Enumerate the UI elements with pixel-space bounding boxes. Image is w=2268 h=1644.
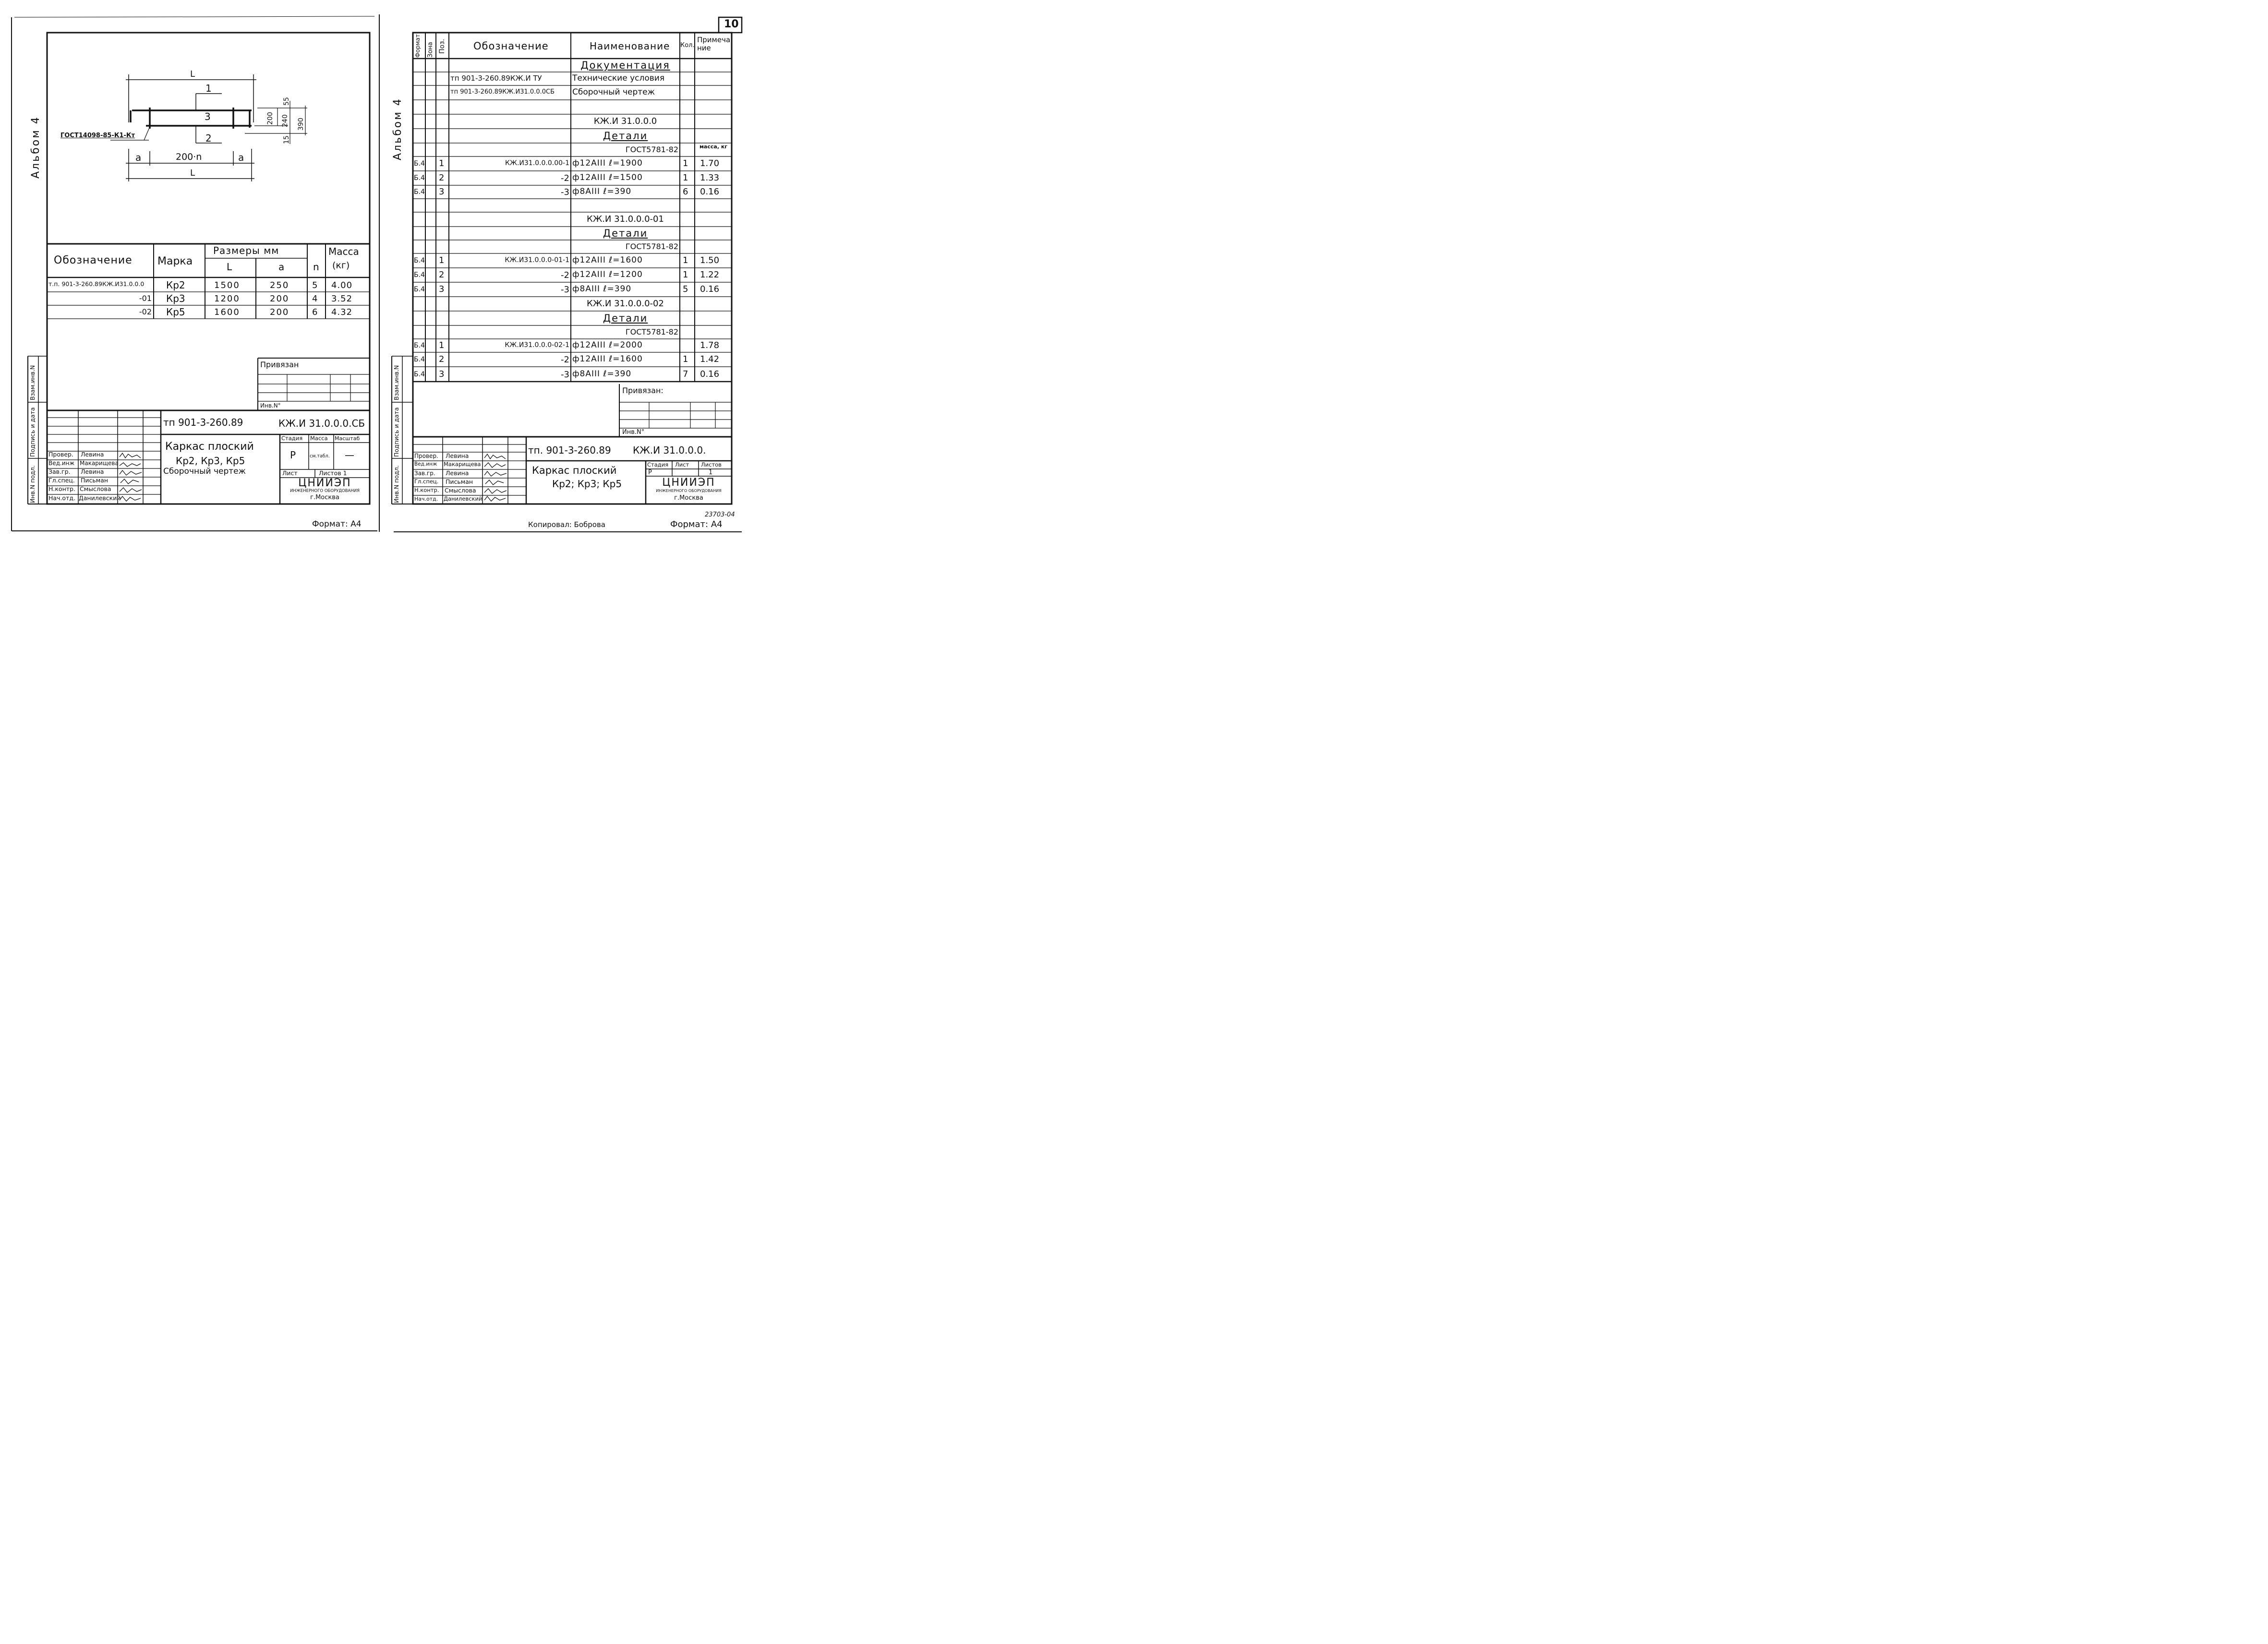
vdim-390: 390: [297, 118, 305, 131]
spec-row-name: ф12АIII ℓ=2000: [572, 340, 643, 350]
spec-row-quantity: 1: [683, 255, 688, 265]
table-row-mass: 4.32: [331, 307, 353, 317]
table-row-mark: Кр2: [166, 279, 185, 291]
staff-role: Н.контр.: [414, 487, 439, 493]
staff-name: Смыслова: [80, 485, 111, 492]
stage-header: Стадия: [281, 435, 303, 442]
spec-row-format: Б.4: [414, 286, 425, 293]
spec-row-designation: -2: [561, 355, 569, 365]
tied-inv: Инв.N°: [260, 402, 281, 409]
spec-row-position: 1: [439, 158, 445, 168]
col-header-note: Примечание: [697, 36, 731, 53]
spec-row-format: Б.4: [414, 160, 425, 168]
spec-row-name: ф12АIII ℓ=1500: [572, 173, 643, 182]
tied-title: Привязан: [260, 360, 299, 369]
org-subtitle: ИНЖЕНЕРНОГО ОБОРУДОВАНИЯ: [290, 489, 360, 493]
spec-row-section-title: Детали: [603, 312, 648, 324]
album-label-right: Альбом 4: [392, 97, 404, 160]
staff-name: Левина: [446, 452, 469, 459]
staff-role: Вед.инж: [48, 460, 75, 467]
dim-label-a-right: a: [238, 152, 244, 163]
spec-row-note: 0.16: [700, 369, 720, 379]
spec-row-section-title: Документация: [580, 60, 670, 71]
spec-row-name: ф8АIII ℓ=390: [572, 369, 632, 379]
spec-row-format: Б.4: [414, 271, 425, 279]
table-row-mark: Кр5: [166, 306, 185, 318]
table-row-mass: 4.00: [331, 280, 353, 290]
col-header-zone: Зона: [427, 42, 434, 58]
staff-name: Данилевский: [79, 494, 121, 502]
spec-row-quantity: 1: [683, 158, 688, 168]
sheets-header: Листов: [701, 461, 722, 468]
spec-row-format: Б.4: [414, 356, 425, 363]
vdim-200: 200: [266, 112, 274, 125]
spec-row-designation: КЖ.И31.0.0.0-01-1: [505, 256, 569, 264]
spec-row-format: Б.4: [414, 188, 425, 196]
spec-row-position: 1: [439, 340, 445, 350]
spec-row-name: ГОСТ5781-82: [625, 242, 678, 251]
tied-title: Привязан:: [622, 386, 664, 395]
spec-row-quantity: 1: [683, 270, 688, 280]
col-header-n: n: [313, 261, 319, 273]
scale-header: Масштаб: [335, 435, 360, 442]
spec-row-name: КЖ.И 31.0.0.0: [593, 116, 657, 126]
format-label-right: Формат: А4: [670, 519, 723, 529]
spec-row-name: ф12АIII ℓ=1900: [572, 158, 643, 168]
title-block-name-line2: Кр2, Кр3, Кр5: [176, 455, 245, 467]
title-block-code: тп. 901-3-260.89: [528, 444, 611, 456]
col-header-mass-unit: (кг): [332, 260, 350, 271]
side-label-signature-date: Подпись и дата: [29, 407, 36, 457]
spec-row-note: 0.16: [700, 284, 720, 294]
table-row-n: 4: [312, 294, 318, 304]
staff-role: Провер.: [414, 453, 438, 459]
title-block-name-line1: Каркас плоский: [165, 441, 254, 453]
org-city: г.Москва: [310, 494, 339, 501]
col-header-format: Формат: [414, 34, 421, 58]
mass-value: см.табл.: [310, 454, 330, 459]
spec-row-quantity: 7: [683, 369, 688, 379]
spec-row-note: масса, кг: [699, 144, 728, 150]
spec-row-name: ф12АIII ℓ=1600: [572, 255, 643, 265]
tied-inv: Инв.N°: [622, 429, 645, 436]
stamp-number: 23703-04: [705, 511, 735, 518]
spec-row-format: Б.4: [414, 257, 425, 264]
staff-name: Левина: [446, 469, 469, 477]
spec-row-name: ф12АIII ℓ=1600: [572, 354, 643, 364]
stage-header: Стадия: [647, 461, 669, 468]
table-row-designation: -01: [139, 294, 152, 303]
staff-role: Провер.: [48, 451, 73, 458]
spec-row-designation: -3: [561, 285, 569, 295]
sheet-number: 10: [724, 18, 739, 30]
staff-role: Зав.гр.: [48, 468, 71, 475]
col-header-qty: Кол.: [680, 42, 695, 49]
org-name: ЦНИИЭП: [662, 477, 715, 489]
side-label-inv-podl: Инв.N подл.: [393, 465, 400, 503]
stage-value: Р: [648, 469, 652, 476]
spec-row-quantity: 6: [683, 187, 688, 197]
org-city: г.Москва: [674, 494, 703, 502]
spec-row-name: ГОСТ5781-82: [625, 145, 678, 154]
spec-row-position: 2: [439, 173, 445, 183]
side-label-vzam-inv: Взам.инв.N: [393, 365, 400, 400]
col-header-pos: Поз.: [438, 39, 446, 54]
pos-label-1: 1: [205, 83, 212, 94]
spec-row-designation: -3: [561, 187, 569, 197]
staff-name: Данилевский: [444, 495, 483, 502]
scale-value: —: [345, 449, 354, 461]
staff-name: Макарищева: [80, 460, 119, 467]
stage-value: Р: [290, 449, 296, 461]
spec-row-position: 3: [439, 369, 445, 379]
col-header-sizes: Размеры мм: [213, 245, 279, 256]
spec-row-format: Б.4: [414, 342, 425, 349]
dim-label-a-left: a: [135, 152, 142, 163]
staff-role: Вед.инж: [414, 461, 437, 467]
table-row-mass: 3.52: [331, 294, 353, 304]
staff-name: Левина: [81, 468, 104, 475]
dim-label-L-top: L: [190, 69, 195, 79]
spec-row-name: КЖ.И 31.0.0.0-02: [587, 299, 664, 309]
spec-row-designation: -3: [561, 370, 569, 380]
vdim-240: 240: [281, 114, 289, 127]
spec-row-note: 1.50: [700, 255, 720, 265]
spec-row-name: Сборочный чертеж: [572, 87, 655, 97]
signature-scribbles-left: [118, 451, 143, 503]
sheets-label: Листов 1: [319, 469, 347, 477]
staff-name: Макарищева: [444, 461, 481, 468]
spec-row-designation: КЖ.И31.0.0.0.00-1: [505, 159, 569, 167]
spec-row-name: ф8АIII ℓ=390: [572, 187, 632, 196]
col-header-L: L: [227, 261, 232, 273]
table-row-L: 1600: [214, 307, 240, 317]
spec-row-section-title: Детали: [603, 130, 648, 142]
staff-role: Зав.гр.: [414, 470, 435, 477]
album-label-left: Альбом 4: [30, 116, 42, 179]
title-block-doc: КЖ.И 31.0.0.0.СБ: [278, 418, 365, 429]
table-row-a: 200: [270, 294, 290, 304]
spec-row-position: 3: [439, 187, 445, 197]
spec-row-name: КЖ.И 31.0.0.0-01: [587, 214, 664, 224]
title-block-name-line1: Каркас плоский: [532, 465, 617, 476]
staff-role: Нач.отд.: [414, 496, 438, 502]
pos-label-2: 2: [205, 132, 212, 144]
table-row-a: 200: [270, 307, 290, 317]
table-row-L: 1500: [214, 280, 240, 290]
title-block-doc: КЖ.И 31.0.0.0.: [633, 444, 706, 456]
spec-row-position: 1: [439, 255, 445, 265]
staff-role: Н.контр.: [48, 485, 75, 492]
spec-row-designation: тп 901-3-260.89КЖ.И ТУ: [450, 74, 542, 83]
spec-row-quantity: 1: [683, 173, 688, 183]
staff-name: Левина: [81, 451, 104, 458]
weld-reference: ГОСТ14098-85-К1-Кт: [60, 132, 135, 139]
spec-row-designation: КЖ.И31.0.0.0-02-1: [505, 341, 569, 349]
mass-header: Масса: [310, 435, 328, 442]
staff-name: Письман: [446, 478, 473, 485]
sheet-header: Лист: [675, 461, 689, 468]
staff-role: Гл.спец.: [414, 478, 439, 485]
spec-row-quantity: 5: [683, 284, 688, 294]
spec-row-position: 2: [439, 270, 445, 280]
side-label-signature-date: Подпись и дата: [393, 407, 400, 457]
spec-row-section-title: Детали: [603, 228, 648, 239]
side-label-inv-podl: Инв.N подл.: [29, 465, 36, 503]
col-header-designation: Обозначение: [54, 254, 133, 266]
dim-label-spacing: 200·n: [176, 152, 202, 162]
spec-row-note: 0.16: [700, 187, 720, 197]
staff-role: Нач.отд.: [48, 494, 75, 502]
pos-label-3: 3: [205, 111, 211, 122]
table-row-designation: т.п. 901-3-260.89КЖ.И31.0.0.0: [48, 280, 145, 288]
spec-row-note: 1.78: [700, 340, 720, 350]
vdim-15: 15: [283, 135, 290, 144]
side-label-vzam-inv: Взам.инв.N: [29, 365, 36, 400]
sheet-value: 1: [709, 469, 713, 476]
col-header-name: Наименование: [590, 40, 670, 52]
spec-row-name: ГОСТ5781-82: [625, 327, 678, 336]
org-subtitle: ИНЖЕНЕРНОГО ОБОРУДОВАНИЯ: [656, 489, 722, 493]
copied-by: Копировал: Боброва: [528, 520, 605, 529]
spec-row-quantity: 1: [683, 354, 688, 364]
col-header-designation: Обозначение: [473, 40, 549, 52]
dim-label-L-bottom: L: [190, 168, 195, 178]
col-header-mark: Марка: [157, 255, 193, 267]
org-name: ЦНИИЭП: [298, 477, 351, 489]
spec-row-name: ф8АIII ℓ=390: [572, 284, 632, 294]
spec-row-position: 2: [439, 354, 445, 364]
table-row-L: 1200: [214, 294, 240, 304]
spec-row-format: Б.4: [414, 371, 425, 378]
title-block-name-line2: Кр2; Кр3; Кр5: [552, 478, 622, 490]
title-block-name-line3: Сборочный чертеж: [163, 467, 246, 476]
spec-row-designation: -2: [561, 270, 569, 280]
spec-row-format: Б.4: [414, 174, 425, 182]
spec-row-note: 1.42: [700, 354, 720, 364]
spec-row-position: 3: [439, 284, 445, 294]
col-header-a: a: [278, 261, 285, 273]
spec-row-note: 1.22: [700, 270, 720, 280]
spec-row-name: Технические условия: [572, 73, 665, 83]
table-row-a: 250: [270, 280, 290, 290]
staff-name: Письман: [81, 477, 109, 484]
spec-row-designation: тп 901-3-260.89КЖ.И31.0.0.0СБ: [450, 88, 555, 96]
table-row-mark: Кр3: [166, 293, 185, 304]
col-header-mass: Масса: [328, 246, 359, 257]
spec-row-name: ф12АIII ℓ=1200: [572, 270, 643, 279]
sheet-label: Лист: [282, 469, 298, 477]
staff-name: Смыслова: [445, 487, 476, 494]
spec-row-note: 1.70: [700, 158, 720, 168]
title-block-code: тп 901-3-260.89: [163, 417, 243, 428]
vdim-55: 55: [283, 97, 290, 106]
signature-scribbles-right: [483, 452, 508, 503]
spec-row-designation: -2: [561, 173, 569, 183]
table-row-n: 6: [312, 307, 318, 317]
format-label-left: Формат: А4: [312, 519, 362, 529]
spec-row-note: 1.33: [700, 173, 720, 183]
table-row-n: 5: [312, 280, 318, 290]
table-row-designation: -02: [139, 307, 152, 316]
staff-role: Гл.спец.: [48, 477, 75, 484]
